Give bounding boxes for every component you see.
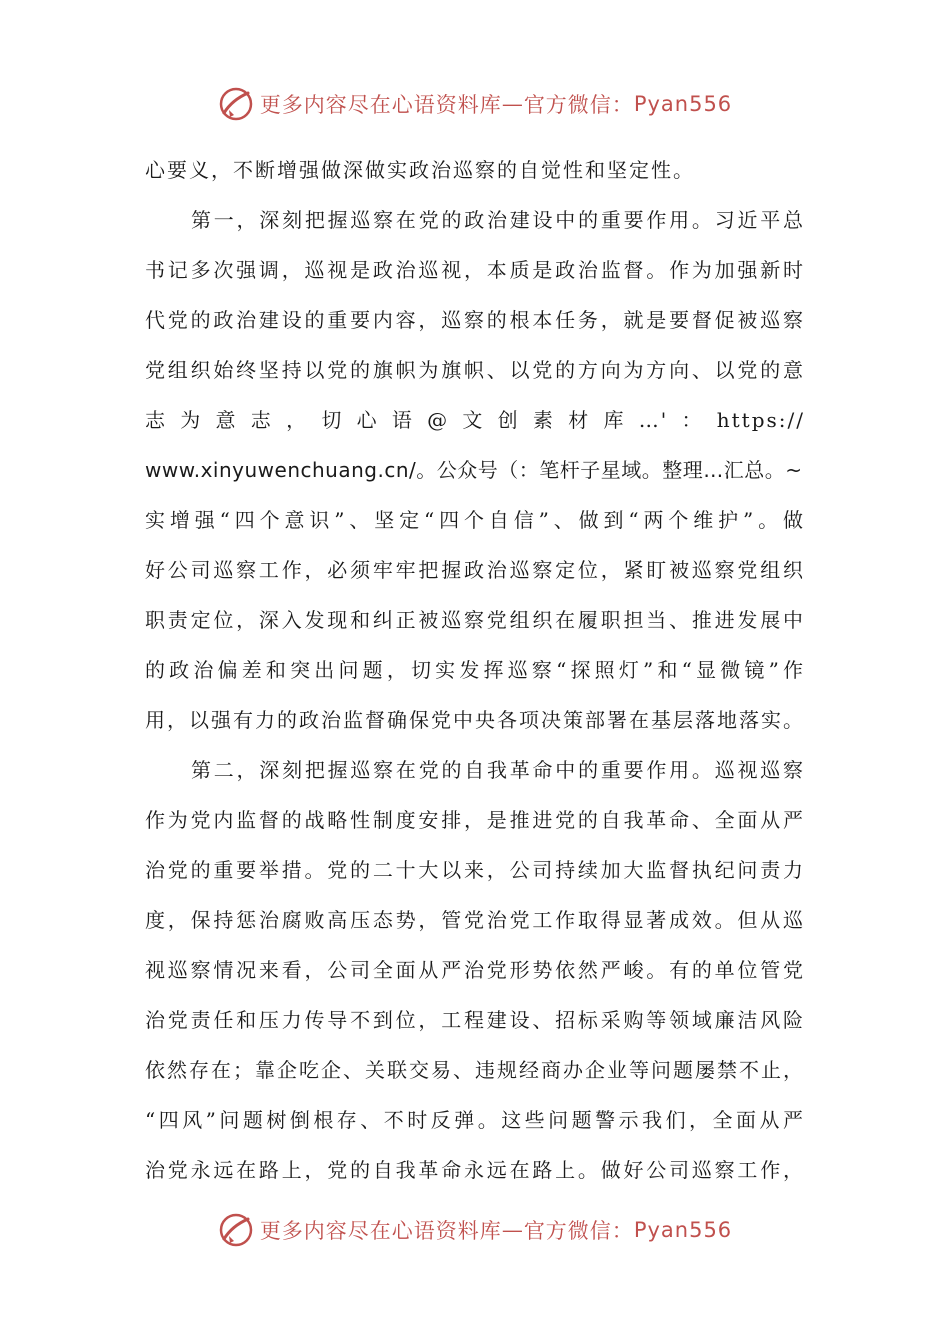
pen-logo-icon: [218, 86, 254, 122]
text-line: 治党责任和压力传导不到位，工程建设、招标采购等领域廉洁风险: [145, 1008, 805, 1032]
watermark-wechat-id: Pyan556: [633, 1218, 733, 1242]
watermark-wechat-label: 官方微信：: [523, 93, 634, 117]
text-line: 治党永远在路上，党的自我革命永远在路上。做好公司巡察工作，: [145, 1158, 805, 1182]
text-line: 作为党内监督的战略性制度安排，是推进党的自我革命、全面从严: [145, 808, 805, 832]
text-line: 依然存在；靠企吃企、关联交易、违规经商办企业等问题屡禁不止，: [145, 1058, 805, 1082]
text-line: “四风”问题树倒根存、不时反弹。这些问题警示我们，全面从严: [145, 1108, 805, 1132]
text-line: 代党的政治建设的重要内容，巡察的根本任务，就是要督促被巡察: [145, 308, 805, 332]
watermark-separator: —: [501, 92, 524, 116]
text-line: 书记多次强调，巡视是政治巡视，本质是政治监督。作为加强新时: [145, 258, 805, 282]
text-line: 第一，深刻把握巡察在党的政治建设中的重要作用。习近平总: [191, 208, 805, 232]
text-line: 心要义，不断增强做深做实政治巡察的自觉性和坚定性。: [145, 158, 695, 182]
text-line: 志为意志，切心语@文创素材库…'：https://: [145, 408, 805, 432]
pen-logo-icon: [218, 1212, 254, 1248]
text-line: 实增强“四个意识”、坚定“四个自信”、做到“两个维护”。做: [145, 508, 805, 532]
watermark-site-text: 更多内容尽在心语资料库: [259, 1219, 502, 1243]
watermark-wechat-label: 官方微信：: [523, 1219, 634, 1243]
watermark-separator: —: [501, 1218, 524, 1242]
text-line: 视巡察情况来看，公司全面从严治党形势依然严峻。有的单位管党: [145, 958, 805, 982]
document-body: [145, 145, 805, 1195]
text-line: 的政治偏差和突出问题，切实发挥巡察“探照灯”和“显微镜”作: [145, 658, 805, 682]
watermark-wechat-id: Pyan556: [633, 92, 733, 116]
text-line: 治党的重要举措。党的二十大以来，公司持续加大监督执纪问责力: [145, 858, 805, 882]
footer-watermark: [0, 1210, 950, 1250]
text-line: www.xinyuwenchuang.cn/。公众号（：笔杆子星域。整理…汇总。~: [145, 458, 803, 482]
text-line: 职责定位，深入发现和纠正被巡察党组织在履职担当、推进发展中: [145, 608, 805, 632]
watermark-site-text: 更多内容尽在心语资料库: [259, 93, 502, 117]
text-line: 度，保持惩治腐败高压态势，管党治党工作取得显著成效。但从巡: [145, 908, 805, 932]
header-watermark: [0, 84, 950, 124]
text-line: 党组织始终坚持以党的旗帜为旗帜、以党的方向为方向、以党的意: [145, 358, 805, 382]
text-line: 好公司巡察工作，必须牢牢把握政治巡察定位，紧盯被巡察党组织: [145, 558, 805, 582]
text-line: 第二，深刻把握巡察在党的自我革命中的重要作用。巡视巡察: [191, 758, 805, 782]
text-line: 用，以强有力的政治监督确保党中央各项决策部署在基层落地落实。: [145, 708, 805, 732]
